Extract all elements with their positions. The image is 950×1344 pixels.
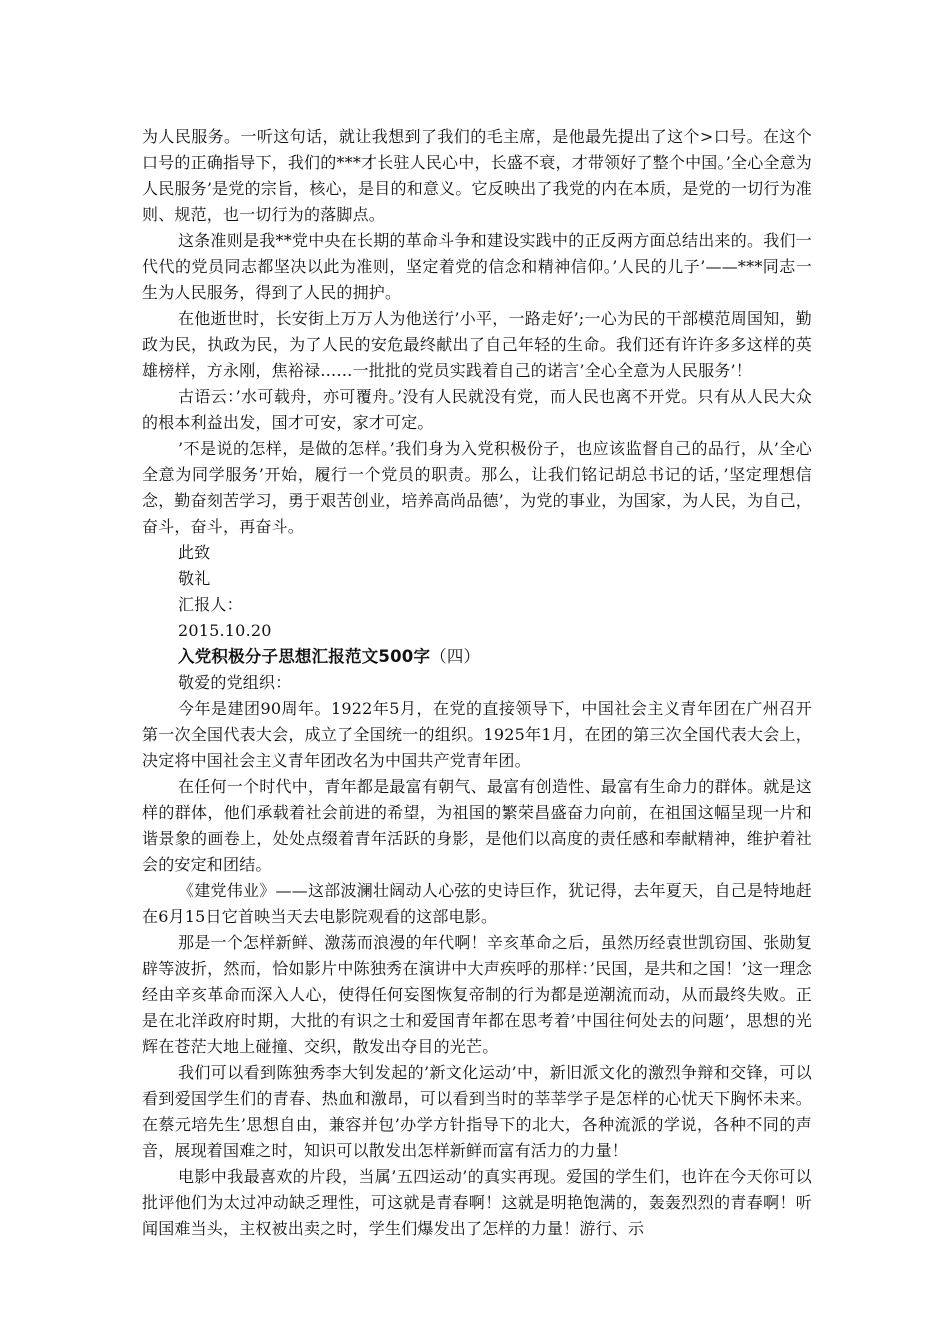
section-heading-number: （四） — [430, 647, 481, 666]
paragraph-serve-people: 为人民服务。一听这句话，就让我想到了我们的毛主席，是他最先提出了这个>口号。在这个口号的正确指导下，我们的***才长驻人民心中，长盛不衰，才带领好了整个中国。’全心全意为人民服务’是党的宗旨，核心，是目的和意义。它反映出了我党的内在本质，是党的一切行为准则、规范，也一切行为的落脚点。 — [142, 127, 812, 224]
closing-salutation: 此致 — [178, 543, 211, 562]
paragraph-era: 那是一个怎样新鲜、激荡而浪漫的年代啊！辛亥革命之后，虽然历经袁世凯窃国、张勋复辟等波折，然而，恰如影片中陈独秀在演讲中大声疾呼的那样：’民国，是共和之国！’这一理念经由辛亥革命而深入人心，使得任何妄图恢复帝制的行为都是逆潮流而动，从而最终失败。正是在北洋政府时期，大批的有识之士和爱国青年都在思考着’中国往何处去的问题’，思想的光辉在苍茫大地上碰撞、交织，散发出夺目的光芒。 — [142, 933, 812, 1056]
section-heading-title: 入党积极分子思想汇报范文500字 — [178, 647, 431, 666]
report-date: 2015.10.20 — [178, 621, 272, 640]
paragraph-actions: ’不是说的怎样，是做的怎样。’我们身为入党积极份子，也应该监督自己的品行，从’全心全意为同学服务’开始，履行一个党员的职责。那么，让我们铭记胡总书记的话，’坚定理想信念，勤奋刻苦学习，勇于艰苦创业，培养高尚品德’，为党的事业，为国家，为人民，为自己，奋斗，奋斗，再奋斗。 — [142, 439, 812, 536]
paragraph-proverb: 古语云：’水可载舟，亦可覆舟。’没有人民就没有党，而人民也离不开党。只有从人民大众的根本利益出发，国才可安，家才可定。 — [142, 387, 812, 432]
paragraph-film: 《建党伟业》——这部波澜壮阔动人心弦的史诗巨作，犹记得，去年夏天，自己是特地赶在6月15日它首映当天去电影院观看的这部电影。 — [142, 881, 812, 926]
paragraph-league-history: 今年是建团90周年。1922年5月，在党的直接领导下，中国社会主义青年团在广州召开第一次全国代表大会，成立了全国统一的组织。1925年1月，在团的第三次全国代表大会上，决定将中国社会主义青年团改名为中国共产党青年团。 — [142, 699, 812, 770]
document-body — [142, 124, 812, 1242]
reporter-label: 汇报人： — [178, 595, 243, 614]
paragraph-youth: 在任何一个时代中，青年都是最富有朝气、最富有创造性、最富有生命力的群体。就是这样的群体，他们承载着社会前进的希望，为祖国的繁荣昌盛奋力向前，在祖国这幅呈现一片和谐景象的画卷上，处处点缀着青年活跃的身影，是他们以高度的责任感和奉献精神，维护着社会的安定和团结。 — [142, 777, 812, 874]
paragraph-role-models: 在他逝世时，长安街上万万人为他送行’小平，一路走好’;一心为民的干部模范周国知，勤政为民，执政为民，为了人民的安危最终献出了自己年轻的生命。我们还有许许多多这样的英雄榜样，方永刚，焦裕禄……一批批的党员实践着自己的诺言’全心全意为人民服务’！ — [142, 309, 812, 380]
section-heading — [142, 644, 812, 670]
closing-regards: 敬礼 — [178, 569, 211, 588]
paragraph-new-culture: 我们可以看到陈独秀李大钊发起的’新文化运动’中，新旧派文化的激烈争辩和交锋，可以看到爱国学生们的青春、热血和激昂，可以看到当时的莘莘学子是怎样的心忧天下胸怀未来。在蔡元培先生’思想自由，兼容并包’办学方针指导下的北大，各种流派的学说，各种不同的声音，展现着国难之时，知识可以散发出怎样新鲜而富有活力的力量！ — [142, 1063, 812, 1160]
greeting: 敬爱的党组织： — [178, 673, 292, 692]
paragraph-may-fourth: 电影中我最喜欢的片段，当属’五四运动’的真实再现。爱国的学生们，也许在今天你可以批评他们为太过冲动缺乏理性，可这就是青春啊！这就是明艳饱满的，轰轰烈烈的青春啊！听闻国难当头，主权被出卖之时，学生们爆发出了怎样的力量！游行、示 — [142, 1167, 812, 1238]
paragraph-party-principle: 这条准则是我**党中央在长期的革命斗争和建设实践中的正反两方面总结出来的。我们一代代的党员同志都坚决以此为准则，坚定着党的信念和精神信仰。’人民的儿子’——***同志一生为人民服务，得到了人民的拥护。 — [142, 231, 812, 302]
